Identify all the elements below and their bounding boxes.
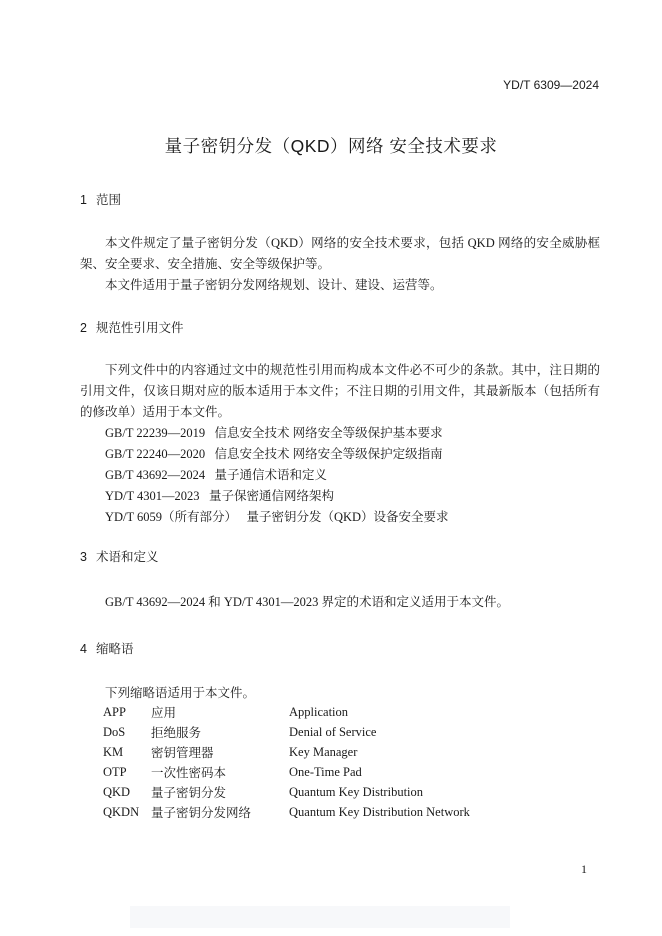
reference-list	[80, 423, 600, 528]
en-cell: One-Time Pad	[289, 764, 362, 779]
abbreviations-table	[101, 702, 470, 822]
abbr-cell: QKD	[103, 784, 131, 799]
reference-code: YD/T 4301—2023	[105, 489, 200, 503]
reference-item	[105, 465, 600, 486]
reference-code: GB/T 43692—2024	[105, 468, 206, 482]
section-title: 术语和定义	[96, 550, 159, 564]
section-2-body	[80, 360, 600, 423]
section-2-heading	[80, 318, 184, 336]
section-number: 4	[80, 642, 87, 656]
paragraph: 下列文件中的内容通过文中的规范性引用而构成本文件必不可少的条款。其中，注日期的引用文件，仅该日期对应的版本适用于本文件；不注日期的引用文件，其最新版本（包括所有的修改单）适用于本文件。	[80, 363, 600, 419]
section-1-heading	[80, 190, 121, 208]
en-cell: Quantum Key Distribution	[289, 784, 424, 799]
zh-cell: 量子密钥分发	[151, 786, 227, 800]
page-number: 1	[581, 862, 587, 876]
zh-cell: 密钥管理器	[151, 746, 214, 760]
zh-cell: 拒绝服务	[151, 726, 202, 740]
reference-title: 量子通信术语和定义	[214, 468, 328, 482]
reference-item	[105, 507, 600, 528]
section-3-body	[80, 592, 600, 613]
zh-cell: 一次性密码本	[151, 766, 227, 780]
en-cell: Key Manager	[289, 744, 358, 759]
zh-cell: 量子密钥分发网络	[151, 806, 252, 820]
section-title: 规范性引用文件	[96, 321, 184, 335]
reference-title: 信息安全技术 网络安全等级保护基本要求	[214, 426, 443, 440]
section-number: 1	[80, 193, 87, 207]
abbr-cell: OTP	[103, 764, 127, 779]
section-number: 3	[80, 550, 87, 564]
reference-title: 信息安全技术 网络安全等级保护定级指南	[214, 447, 443, 461]
document-title: 量子密钥分发（QKD）网络 安全技术要求	[164, 136, 498, 156]
table-row	[101, 782, 470, 802]
paragraph: 本文件适用于量子密钥分发网络规划、设计、建设、运营等。	[105, 278, 443, 292]
abbr-cell: DoS	[103, 724, 126, 739]
reference-code: GB/T 22240—2020	[105, 447, 206, 461]
abbr-cell: APP	[103, 704, 126, 719]
section-1-body	[80, 233, 600, 296]
table-row	[101, 802, 470, 822]
en-cell: Denial of Service	[289, 724, 377, 739]
reference-item	[105, 423, 600, 444]
section-number: 2	[80, 321, 87, 335]
section-title: 缩略语	[96, 642, 134, 656]
reference-code: YD/T 6059（所有部分）	[105, 510, 238, 524]
reference-item	[105, 444, 600, 465]
standard-code: YD/T 6309—2024	[503, 78, 599, 92]
reference-title: 量子密钥分发（QKD）设备安全要求	[246, 510, 449, 524]
reference-code: GB/T 22239—2019	[105, 426, 206, 440]
en-cell: Quantum Key Distribution Network	[289, 804, 470, 819]
section-title: 范围	[96, 193, 122, 207]
abbr-cell: KM	[103, 744, 124, 759]
table-row	[101, 702, 470, 722]
table-row	[101, 762, 470, 782]
en-cell: Application	[289, 704, 349, 719]
footer-watermark-band	[130, 906, 510, 928]
table-row	[101, 742, 470, 762]
reference-item	[105, 486, 600, 507]
abbr-cell: QKDN	[103, 804, 140, 819]
paragraph: 本文件规定了量子密钥分发（QKD）网络的安全技术要求，包括 QKD 网络的安全威胁框架、安全要求、安全措施、安全等级保护等。	[80, 236, 600, 271]
zh-cell: 应用	[151, 706, 177, 720]
paragraph: GB/T 43692—2024 和 YD/T 4301—2023 界定的术语和定义适用于本文件。	[105, 595, 510, 609]
abbreviations-intro: 下列缩略语适用于本文件。	[105, 686, 256, 700]
reference-title: 量子保密通信网络架构	[208, 489, 334, 503]
table-row	[101, 722, 470, 742]
section-4-heading	[80, 639, 134, 657]
section-3-heading	[80, 547, 159, 565]
